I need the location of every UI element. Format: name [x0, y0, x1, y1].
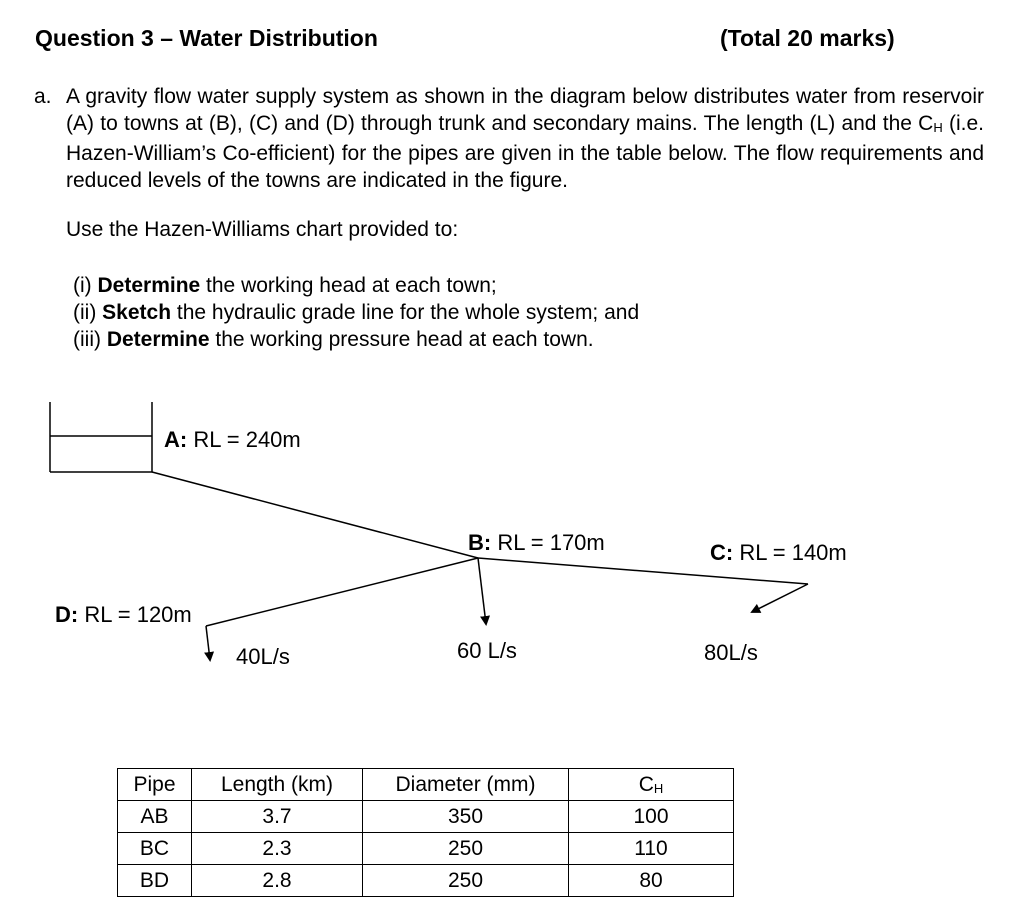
task-item: [73, 273, 497, 300]
task-text: the working pressure head at each town.: [209, 328, 594, 351]
node-b-label: [468, 530, 605, 555]
header-ch-base: C: [638, 772, 654, 796]
node-b-id: B:: [468, 530, 492, 555]
cell-pipe: AB: [118, 801, 192, 833]
paragraph-text-2: (i.e. Hazen-William’s Co-efficient) for the pipes are given in the table below. The flow requirements and reduced levels of the towns are indicated in the figure.: [66, 111, 985, 192]
table-row: [118, 865, 734, 897]
node-b-level: RL = 170m: [491, 530, 605, 555]
ch-subscript: H: [933, 119, 943, 135]
flow-d-label: 40L/s: [236, 644, 290, 669]
header-ch-sub: H: [653, 780, 664, 796]
node-a-id: A:: [164, 427, 188, 452]
node-c-label: [710, 540, 847, 565]
cell-length: 2.8: [192, 865, 363, 897]
instruction-text: Use the Hazen-Williams chart provided to:: [66, 218, 459, 241]
question-title: Question 3 – Water Distribution: [35, 25, 378, 51]
node-c-id: C:: [710, 540, 734, 565]
task-number: (i): [73, 274, 92, 297]
outflow-arrow-b: [478, 558, 486, 624]
node-d-level: RL = 120m: [78, 602, 192, 627]
cell-diameter: 350: [363, 801, 569, 833]
part-a-marker: a.: [34, 85, 52, 108]
paragraph-text-1: A gravity flow water supply system as shown in the diagram below distributes water from reservoir (A) to towns at (B), (C) and (D) through trunk and secondary mains. The length (L) and the C: [66, 85, 984, 135]
pipe-data-table: [117, 768, 734, 897]
outflow-arrow-c: [752, 584, 808, 612]
node-a-label: [164, 427, 301, 452]
part-a-paragraph: [66, 84, 984, 194]
cell-ch: 80: [569, 865, 734, 897]
pipe-bd: [206, 558, 478, 626]
pipe-ab: [152, 472, 478, 558]
task-number: (iii): [73, 328, 101, 351]
table-row: [118, 833, 734, 865]
header-diameter: Diameter (mm): [363, 769, 569, 801]
task-item: [73, 300, 639, 327]
cell-diameter: 250: [363, 833, 569, 865]
cell-length: 2.3: [192, 833, 363, 865]
flow-c-label: 80L/s: [704, 640, 758, 665]
node-c-level: RL = 140m: [733, 540, 847, 565]
task-text: the working head at each town;: [200, 274, 497, 297]
node-d-label: [55, 602, 192, 627]
flow-b-label: 60 L/s: [457, 638, 517, 663]
cell-ch: 100: [569, 801, 734, 833]
cell-pipe: BD: [118, 865, 192, 897]
outflow-arrow-d: [206, 626, 210, 660]
table-row: [118, 801, 734, 833]
table-header-row: [118, 769, 734, 801]
task-item: [73, 327, 594, 354]
header-length: Length (km): [192, 769, 363, 801]
cell-pipe: BC: [118, 833, 192, 865]
cell-length: 3.7: [192, 801, 363, 833]
task-verb: Sketch: [102, 301, 172, 324]
task-verb: Determine: [97, 274, 201, 297]
total-marks: (Total 20 marks): [720, 25, 895, 51]
header-ch: [569, 769, 734, 801]
distribution-diagram: [0, 390, 1024, 690]
cell-diameter: 250: [363, 865, 569, 897]
node-d-id: D:: [55, 602, 79, 627]
task-verb: Determine: [106, 328, 210, 351]
cell-ch: 110: [569, 833, 734, 865]
node-a-level: RL = 240m: [187, 427, 301, 452]
reservoir-tank: [50, 402, 152, 472]
task-text: the hydraulic grade line for the whole system; and: [171, 301, 640, 324]
task-number: (ii): [73, 301, 97, 324]
header-pipe: Pipe: [118, 769, 192, 801]
